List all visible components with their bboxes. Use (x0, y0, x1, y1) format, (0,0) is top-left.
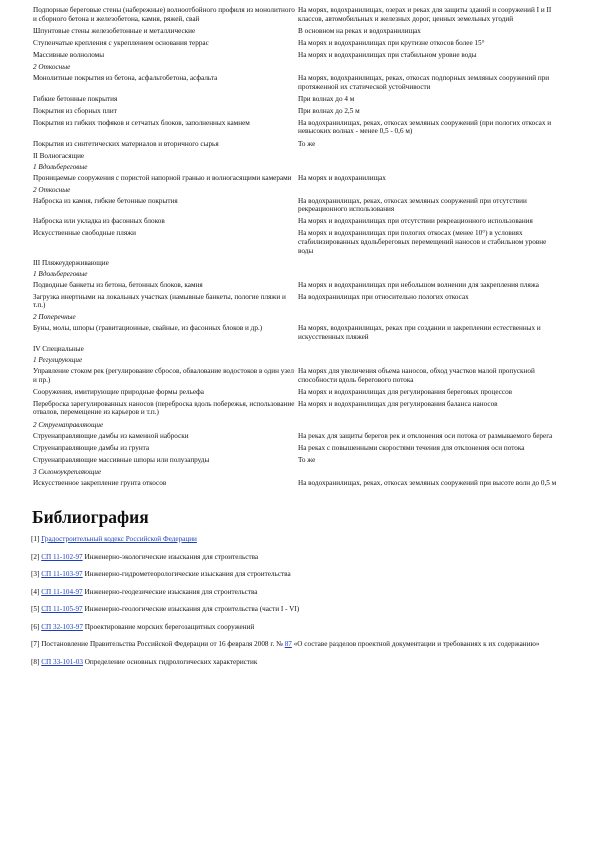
structure-type-cell: Загрузка инертными на локальных участках (намывные банкеты, пологие пляжи и т.п.) (33, 292, 286, 310)
bibliography-item (31, 535, 559, 544)
bibliography-item (31, 623, 559, 632)
structure-type-cell: 2 Откосные (33, 62, 71, 71)
application-conditions-cell: На водохранилищах, реках, откосах земляных сооружений при отсутствии рекреационного использования (298, 196, 527, 214)
structure-type-cell: II Волногасящие (33, 151, 85, 160)
reference-number: [6] (31, 622, 40, 631)
structure-type-cell: Монолитные покрытия из бетона, асфальтобетона, асфальта (33, 73, 218, 82)
application-conditions-cell: То же (298, 139, 316, 148)
application-conditions-cell (298, 259, 561, 270)
structure-type-cell: Подводные банкеты из бетона, бетонных блоков, камня (33, 280, 203, 289)
structure-type-cell: 2 Откосные (33, 185, 71, 194)
table-row (33, 432, 561, 444)
structure-type-cell: 1 Вдольбереговые (33, 269, 88, 278)
table-row (33, 174, 561, 186)
reference-number: [8] (31, 658, 40, 667)
table-row (33, 281, 561, 293)
table-row (33, 140, 561, 152)
reference-description: Инженерно-экологические изыскания для строительства (82, 552, 259, 561)
application-conditions-cell (298, 356, 561, 367)
reference-description: Инженерно-геологические изыскания для строительства (части I - VI) (82, 605, 300, 614)
protection-structures-table (33, 6, 561, 491)
reference-link[interactable]: СП 32-103-97 (41, 622, 83, 631)
reference-number: [5] (31, 605, 40, 614)
structure-type-cell: Искусственное закрепление грунта откосов (33, 478, 167, 487)
structure-type-cell: III Пляжеудерживающие (33, 258, 109, 267)
table-row (33, 388, 561, 400)
table-subsection-row (33, 63, 561, 74)
reference-number: [4] (31, 587, 40, 596)
structure-type-cell: Буны, молы, шпоры (гравитационные, свайные, из фасонных блоков и др.) (33, 324, 263, 333)
structure-type-cell: Подпорные береговые стены (набережные) волноотбойного профиля из монолитного и сборного бетона и железобетона, камня, ряжей, свай (33, 6, 295, 23)
structure-type-cell: 3 Склоноукрепляющие (33, 467, 102, 476)
application-conditions-cell: На реках с повышенными скоростями течения для отклонения оси потока (298, 443, 525, 452)
reference-prefix-text: Постановление Правительства Российской Федерации от 16 февраля 2008 г. № (41, 640, 285, 649)
application-conditions-cell: На морях, водохранилищах, реках, откосах подпорных земляных сооружений при протяженной их статической устойчивости (298, 73, 550, 91)
reference-number: [7] (31, 640, 40, 649)
reference-link[interactable]: СП 11-102-97 (41, 552, 83, 561)
structure-type-cell: Проницаемые сооружения с пористой напорной гранью и волногасящими камерами (33, 173, 292, 182)
application-conditions-cell: На морях и водохранилищах при стабильном уровне воды (298, 50, 477, 59)
application-conditions-cell (298, 313, 561, 324)
table-row (33, 6, 561, 27)
reference-link[interactable]: СП 11-103-97 (41, 570, 83, 579)
application-conditions-cell: На морях и водохранилищах при пологих откосах (менее 10°) в условиях стабилизированных вдольбереговых перемещений наносов и стабильном уровне воды (298, 229, 547, 255)
table-subsection-row (33, 468, 561, 479)
reference-description: «О составе разделов проектной документации и требованиях к их содержанию» (291, 640, 540, 649)
application-conditions-cell (298, 186, 561, 197)
table-row (33, 479, 561, 491)
table-row (33, 95, 561, 107)
table-row (33, 27, 561, 39)
application-conditions-cell: На водохранилищах, реках, откосах земляных сооружений (при пологих откосах и невысоких волнах - менее 0,5 - 0,6 м) (298, 118, 552, 136)
application-conditions-cell: На морях и водохранилищах (298, 173, 386, 182)
table-row (33, 51, 561, 63)
structure-type-cell: Покрытия из гибких тюфяков и сетчатых блоков, заполненных камнем (33, 118, 250, 127)
table-body (33, 6, 561, 491)
page (33, 6, 561, 676)
structure-type-cell: Ступенчатые крепления с укреплением основания террас (33, 38, 209, 47)
reference-description: Инженерно-гидрометеорологические изыскания для строительства (82, 570, 291, 579)
reference-link[interactable]: Градостроительный кодекс Российской Федерации (41, 534, 197, 543)
table-section-row (33, 345, 561, 356)
structure-type-cell: Массивные волноломы (33, 50, 105, 59)
reference-link[interactable]: 87 (284, 640, 292, 649)
application-conditions-cell: На водохранилищах при относительно пологих откосах (298, 292, 469, 301)
bibliography-item (31, 605, 559, 614)
bibliography-title: Библиография (32, 506, 149, 527)
structure-type-cell: Покрытия из синтетических материалов и вторичного сырья (33, 139, 219, 148)
application-conditions-cell (298, 152, 561, 163)
application-conditions-cell (298, 63, 561, 74)
application-conditions-cell: То же (298, 455, 316, 464)
application-conditions-cell: При волнах до 2,5 м (298, 106, 360, 115)
table-subsection-row (33, 313, 561, 324)
structure-type-cell: Гибкие бетонные покрытия (33, 94, 118, 103)
application-conditions-cell (298, 345, 561, 356)
structure-type-cell: Струенаправляющие дамбы из каменной наброски (33, 431, 189, 440)
reference-number: [2] (31, 552, 40, 561)
table-row (33, 229, 561, 258)
table-row (33, 217, 561, 229)
table-row (33, 197, 561, 218)
table-row (33, 293, 561, 314)
application-conditions-cell: На морях и водохранилищах для регулирования береговых процессов (298, 387, 513, 396)
table-row (33, 456, 561, 468)
bibliography-item (31, 640, 559, 649)
structure-type-cell: Шпунтовые стены железобетонные и металлические (33, 26, 196, 35)
table-subsection-row (33, 421, 561, 432)
structure-type-cell: Искусственные свободные пляжи (33, 229, 136, 238)
table-subsection-row (33, 356, 561, 367)
structure-type-cell: 1 Вдольбереговые (33, 162, 88, 171)
table-subsection-row (33, 163, 561, 174)
reference-link[interactable]: СП 11-104-97 (41, 587, 83, 596)
reference-link[interactable]: СП 33-101-03 (41, 658, 83, 667)
application-conditions-cell: На морях, водохранилищах, озерах и реках для защиты зданий и сооружений I и II классов, автомобильных и железных дорог, ценных земельных угодий (298, 6, 552, 23)
bibliography-item (31, 570, 559, 579)
reference-link[interactable]: СП 11-105-97 (41, 605, 83, 614)
reference-description: Проектирование морских берегозащитных сооружений (82, 622, 255, 631)
application-conditions-cell: На водохранилищах, реках, откосах земляных сооружений при высоте волн до 0,5 м (298, 478, 557, 487)
table-row (33, 119, 561, 140)
application-conditions-cell (298, 163, 561, 174)
structure-type-cell: Наброска из камня, гибкие бетонные покрытия (33, 196, 178, 205)
structure-type-cell: Струенаправляющие дамбы из грунта (33, 443, 150, 452)
table-row (33, 74, 561, 95)
table-row (33, 39, 561, 51)
application-conditions-cell: На морях для увеличения объема наносов, обход участков малой пропускной способности вдоль берегового потока (298, 367, 535, 384)
table-row (33, 444, 561, 456)
reference-description: Определение основных гидрологических характеристик (82, 658, 258, 667)
application-conditions-cell (298, 270, 561, 281)
structure-type-cell: Переброска зарегулированных наносов (переброска вдоль побережья, использование отвалов, перемещение из карьеров и т.п.) (33, 399, 295, 417)
bibliography-item (31, 658, 559, 667)
bibliography-item (31, 553, 559, 562)
application-conditions-cell: На морях и водохранилищах для регулирования баланса наносов (298, 399, 498, 408)
table-section-row (33, 259, 561, 270)
application-conditions-cell (298, 468, 561, 479)
reference-number: [1] (31, 534, 40, 543)
application-conditions-cell: На морях и водохранилищах при крутизне откосов более 15° (298, 38, 485, 47)
table-row (33, 367, 561, 388)
structure-type-cell: Сооружения, имитирующие природные формы рельефа (33, 387, 204, 396)
application-conditions-cell: В основном на реках и водохранилищах (298, 26, 421, 35)
structure-type-cell: Управление стоком рек (регулирование сбросов, обвалование водостоков в один узел и пр.) (33, 367, 294, 384)
structure-type-cell: Наброска или укладка из фасонных блоков (33, 217, 165, 226)
table-subsection-row (33, 270, 561, 281)
table-subsection-row (33, 186, 561, 197)
structure-type-cell: 2 Поперечные (33, 313, 76, 322)
application-conditions-cell: На реках для защиты берегов рек и отклонения оси потока от размываемого берега (298, 431, 553, 440)
structure-type-cell: Струенаправляющие массивные шпоры или полузапруды (33, 455, 210, 464)
bibliography-list (33, 535, 561, 667)
structure-type-cell: 1 Регулирующие (33, 356, 83, 365)
application-conditions-cell: При волнах до 4 м (298, 94, 355, 103)
structure-type-cell: IV Специальные (33, 345, 84, 354)
table-section-row (33, 152, 561, 163)
application-conditions-cell: На морях и водохранилищах при небольшом волнении для закрепления пляжа (298, 280, 539, 289)
application-conditions-cell: На морях, водохранилищах, реках при создании и закреплении естественных и искусственных пляжей (298, 324, 541, 342)
structure-type-cell: 2 Струенаправляющие (33, 420, 104, 429)
application-conditions-cell (298, 421, 561, 432)
reference-number: [3] (31, 570, 40, 579)
structure-type-cell: Покрытия из сборных плит (33, 106, 117, 115)
application-conditions-cell: На морях и водохранилищах при отсутствии рекреационного использования (298, 217, 533, 226)
table-row (33, 400, 561, 421)
table-row (33, 324, 561, 345)
bibliography-item (31, 588, 559, 597)
table-row (33, 107, 561, 119)
reference-description: Инженерно-геодезические изыскания для строительства (82, 587, 258, 596)
